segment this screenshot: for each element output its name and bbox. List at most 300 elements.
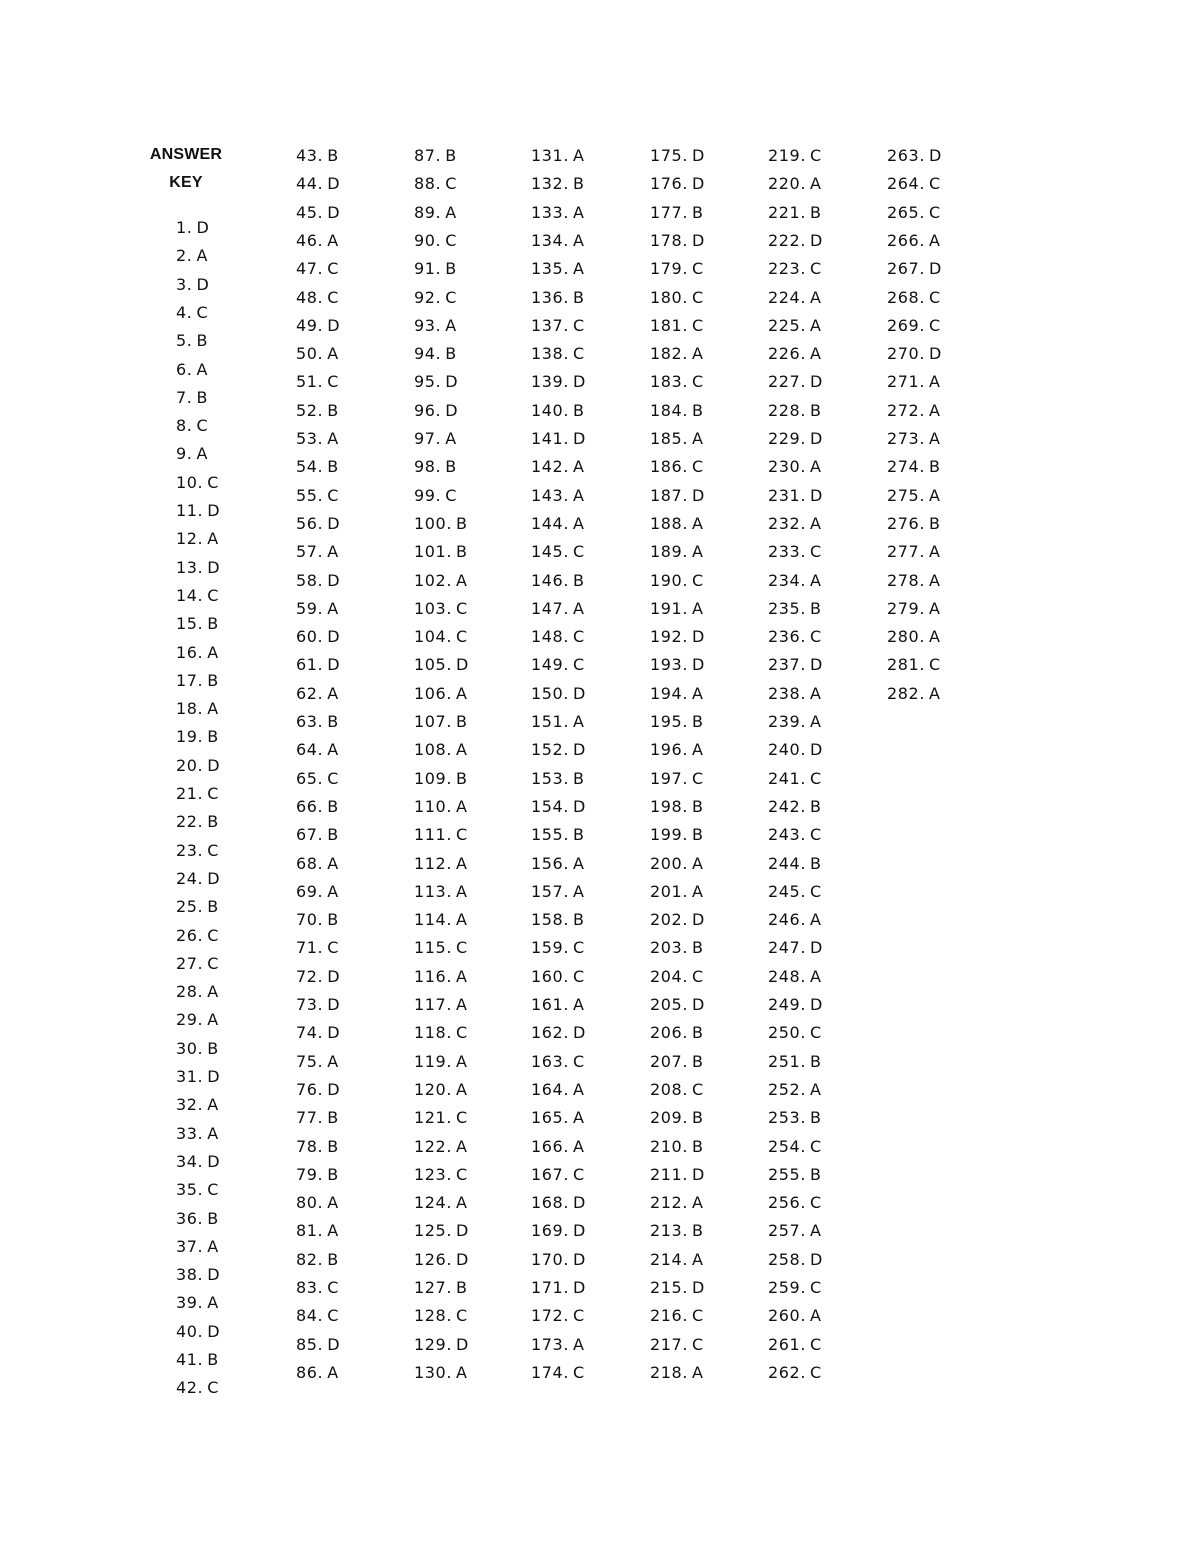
answer-entry [176, 614, 219, 634]
answer-letter: A [207, 642, 219, 662]
answer-entry [887, 684, 941, 704]
answer-entry [768, 797, 822, 817]
answer-letter: A [929, 627, 941, 647]
question-number: 90. [414, 230, 442, 250]
question-number: 258. [768, 1249, 807, 1269]
question-number: 172. [531, 1306, 570, 1326]
question-number: 55. [296, 485, 324, 505]
question-number: 76. [296, 1079, 324, 1099]
answer-letter: B [810, 1164, 822, 1184]
answer-letter: C [573, 655, 585, 675]
answer-letter: B [692, 938, 704, 958]
question-number: 254. [768, 1136, 807, 1156]
question-number: 268. [887, 287, 926, 307]
answer-entry [768, 1306, 822, 1326]
question-number: 20. [176, 755, 204, 775]
answer-entry [531, 769, 585, 789]
question-number: 47. [296, 259, 324, 279]
answer-letter: A [929, 570, 941, 590]
answer-entry [768, 1335, 822, 1355]
answer-entry [531, 571, 585, 591]
answer-letter: A [196, 359, 209, 379]
answer-letter: D [573, 1193, 586, 1213]
answer-letter: B [207, 1208, 219, 1228]
answer-entry [650, 825, 704, 845]
answer-letter: B [573, 825, 585, 845]
answer-letter: A [810, 287, 822, 307]
answer-entry [887, 231, 941, 251]
answer-letter: A [445, 315, 457, 335]
question-number: 169. [531, 1221, 570, 1241]
question-number: 123. [414, 1164, 453, 1184]
answer-letter: A [573, 457, 585, 477]
question-number: 150. [531, 683, 570, 703]
question-number: 102. [414, 570, 453, 590]
question-number: 92. [414, 287, 442, 307]
answer-entry [768, 514, 822, 534]
answer-letter: A [573, 712, 585, 731]
question-number: 9. [176, 444, 193, 464]
answer-entry [176, 1124, 219, 1144]
answer-letter: B [573, 910, 585, 930]
answer-letter: A [810, 315, 822, 335]
answer-letter: D [456, 1334, 469, 1354]
question-number: 271. [887, 372, 926, 392]
answer-letter: B [692, 796, 704, 816]
answer-letter: B [196, 331, 209, 351]
answer-entry [414, 1165, 468, 1185]
answer-letter: C [810, 881, 822, 901]
question-number: 114. [414, 910, 453, 930]
answer-entry [296, 995, 340, 1015]
answer-letter: D [207, 868, 221, 888]
answer-entry [650, 1023, 704, 1043]
answer-letter: A [929, 230, 941, 250]
question-number: 52. [296, 400, 324, 420]
question-number: 255. [768, 1164, 807, 1184]
answer-entry [296, 1193, 339, 1213]
answer-letter: C [810, 1334, 822, 1354]
question-number: 267. [887, 259, 926, 279]
answer-entry [414, 1221, 469, 1241]
answer-letter: B [810, 1108, 822, 1128]
answer-entry [768, 571, 822, 591]
answer-letter: B [692, 1136, 704, 1156]
answer-entry [296, 1080, 340, 1100]
answer-entry [887, 655, 941, 675]
answer-entry [650, 1165, 705, 1185]
answer-entry [176, 416, 208, 436]
answer-letter: B [207, 1038, 219, 1058]
question-number: 40. [176, 1321, 204, 1341]
answer-entry [650, 1306, 704, 1326]
question-number: 214. [650, 1249, 689, 1269]
answer-letter: A [810, 570, 822, 590]
question-number: 158. [531, 910, 570, 930]
answer-letter: D [810, 230, 823, 250]
answer-entry [296, 1221, 339, 1241]
answer-entry [176, 1265, 220, 1285]
answer-entry [531, 1250, 586, 1270]
answer-entry [650, 712, 704, 732]
answer-entry [296, 429, 339, 449]
question-number: 161. [531, 995, 570, 1014]
question-number: 242. [768, 796, 807, 816]
answer-entry [531, 684, 586, 704]
question-number: 156. [531, 853, 570, 873]
answer-letter: C [445, 485, 458, 505]
answer-letter: D [196, 274, 210, 294]
question-number: 179. [650, 259, 689, 279]
answer-entry [768, 1221, 822, 1241]
answer-entry [414, 1108, 468, 1128]
question-number: 82. [296, 1249, 324, 1269]
question-number: 191. [650, 598, 689, 618]
answer-letter: A [207, 1010, 219, 1030]
answer-letter: D [456, 1249, 469, 1269]
answer-letter: D [810, 740, 823, 760]
answer-entry [176, 1378, 219, 1398]
question-number: 109. [414, 768, 453, 788]
answer-entry [414, 1250, 469, 1270]
answer-letter: A [456, 881, 468, 901]
answer-letter: A [456, 966, 468, 986]
answer-letter: C [207, 840, 220, 860]
question-number: 145. [531, 542, 570, 562]
question-number: 202. [650, 910, 689, 930]
answer-entry [414, 174, 457, 194]
question-number: 15. [176, 614, 204, 634]
answer-entry [176, 1322, 220, 1342]
question-number: 1. [176, 218, 193, 237]
answer-letter: A [456, 683, 468, 703]
answer-entry [887, 288, 941, 308]
answer-entry [887, 486, 941, 506]
answer-entry [531, 1306, 585, 1326]
answer-letter: D [692, 1278, 705, 1297]
answer-letter: A [327, 1051, 339, 1071]
answer-entry [296, 797, 339, 817]
question-number: 30. [176, 1038, 204, 1058]
answer-entry [650, 910, 705, 930]
question-number: 275. [887, 485, 926, 505]
answer-entry [176, 982, 219, 1002]
answer-entry [296, 599, 339, 619]
question-number: 243. [768, 825, 807, 845]
question-number: 149. [531, 655, 570, 675]
answer-letter: A [327, 344, 339, 364]
answer-entry [768, 655, 823, 675]
answer-entry [176, 586, 219, 606]
answer-entry [414, 429, 457, 449]
question-number: 44. [296, 174, 324, 194]
question-number: 237. [768, 655, 807, 675]
answer-letter: D [207, 1265, 221, 1285]
answer-letter: B [445, 344, 457, 364]
question-number: 106. [414, 683, 453, 703]
answer-entry [650, 684, 704, 704]
question-number: 32. [176, 1095, 204, 1115]
answer-entry [531, 910, 585, 930]
question-number: 195. [650, 712, 689, 731]
answer-entry [296, 1108, 339, 1128]
answer-letter: A [207, 1236, 219, 1256]
question-number: 241. [768, 768, 807, 788]
question-number: 167. [531, 1164, 570, 1184]
answer-letter: D [573, 796, 586, 816]
question-number: 217. [650, 1334, 689, 1354]
question-number: 248. [768, 966, 807, 986]
question-number: 120. [414, 1079, 453, 1099]
question-number: 259. [768, 1278, 807, 1297]
question-number: 279. [887, 598, 926, 618]
answer-letter: A [207, 1123, 219, 1143]
answer-letter: D [445, 400, 459, 420]
question-number: 184. [650, 400, 689, 420]
question-number: 281. [887, 655, 926, 675]
answer-letter: C [573, 1362, 585, 1382]
answer-letter: B [929, 513, 941, 533]
question-number: 140. [531, 400, 570, 420]
answer-entry [768, 854, 822, 874]
answer-letter: B [692, 1023, 704, 1043]
answer-letter: D [327, 315, 341, 335]
answer-letter: C [327, 259, 340, 279]
answer-entry [650, 797, 704, 817]
answer-entry [176, 727, 219, 747]
answer-entry [296, 1023, 340, 1043]
question-number: 139. [531, 372, 570, 392]
question-number: 23. [176, 840, 204, 860]
answer-letter: A [692, 542, 704, 562]
question-number: 5. [176, 331, 193, 351]
answer-letter: A [327, 1362, 339, 1382]
answer-entry [176, 643, 219, 663]
answer-entry [414, 1137, 468, 1157]
answer-entry [296, 1165, 339, 1185]
answer-entry [414, 1306, 468, 1326]
answer-letter: A [573, 1334, 585, 1354]
answer-letter: D [207, 1321, 221, 1341]
answer-letter: D [573, 683, 586, 703]
answer-entry [768, 712, 822, 732]
answer-letter: C [929, 174, 941, 194]
question-number: 99. [414, 485, 442, 505]
question-number: 7. [176, 387, 193, 407]
answer-letter: C [810, 1193, 822, 1213]
answer-entry [176, 388, 208, 408]
answer-entry [296, 174, 340, 194]
answer-letter: D [573, 372, 586, 392]
answer-entry [768, 1363, 822, 1383]
answer-letter: C [207, 925, 220, 945]
answer-entry [176, 473, 219, 493]
answer-entry [531, 372, 586, 392]
answer-letter: C [692, 1334, 704, 1354]
answer-letter: C [810, 1278, 822, 1297]
question-number: 182. [650, 344, 689, 364]
answer-letter: C [929, 655, 941, 675]
question-number: 6. [176, 359, 193, 379]
answer-entry [887, 571, 941, 591]
answer-letter: B [207, 1350, 219, 1369]
answer-entry [296, 769, 339, 789]
answer-letter: B [810, 202, 822, 222]
question-number: 67. [296, 825, 324, 845]
answer-letter: B [327, 796, 339, 816]
question-number: 86. [296, 1362, 324, 1382]
answer-letter: A [445, 429, 457, 448]
question-number: 194. [650, 683, 689, 703]
question-number: 256. [768, 1193, 807, 1213]
answer-entry [414, 316, 457, 336]
answer-entry [531, 627, 585, 647]
question-number: 166. [531, 1136, 570, 1156]
answer-letter: A [692, 1193, 704, 1213]
answer-entry [414, 910, 468, 930]
answer-entry [531, 174, 585, 194]
answer-letter: C [573, 627, 585, 647]
answer-entry [414, 655, 469, 675]
answer-entry [414, 1052, 468, 1072]
question-number: 148. [531, 627, 570, 647]
answer-letter: A [327, 683, 339, 703]
question-number: 73. [296, 995, 324, 1014]
question-number: 19. [176, 727, 204, 747]
answer-entry [531, 967, 585, 987]
question-number: 42. [176, 1378, 204, 1398]
question-number: 171. [531, 1278, 570, 1297]
answer-letter: B [207, 897, 219, 917]
question-number: 204. [650, 966, 689, 986]
question-number: 119. [414, 1051, 453, 1071]
answer-entry [650, 769, 704, 789]
question-number: 84. [296, 1306, 324, 1326]
question-number: 129. [414, 1334, 453, 1354]
question-number: 198. [650, 796, 689, 816]
question-number: 175. [650, 146, 689, 165]
answer-letter: A [692, 429, 704, 448]
answer-entry [414, 146, 457, 166]
question-number: 91. [414, 259, 442, 279]
answer-letter: A [810, 712, 822, 731]
answer-entry [531, 1363, 585, 1383]
answer-entry [414, 1193, 468, 1213]
answer-entry [650, 1193, 704, 1213]
answer-letter: C [327, 768, 340, 788]
answer-letter: D [573, 1278, 586, 1297]
answer-letter: D [456, 1221, 469, 1241]
answer-entry [768, 1137, 822, 1157]
question-number: 36. [176, 1208, 204, 1228]
question-number: 251. [768, 1051, 807, 1071]
question-number: 28. [176, 982, 204, 1002]
answer-entry [531, 1278, 586, 1298]
question-number: 77. [296, 1108, 324, 1128]
question-number: 121. [414, 1108, 453, 1128]
question-number: 63. [296, 712, 324, 731]
question-number: 118. [414, 1023, 453, 1043]
answer-letter: A [456, 1362, 468, 1382]
answer-entry [296, 910, 339, 930]
answer-letter: A [573, 1136, 585, 1156]
answer-letter: B [327, 712, 339, 731]
question-number: 113. [414, 881, 453, 901]
answer-entry [414, 712, 468, 732]
answer-letter: D [692, 1164, 705, 1184]
answer-letter: A [207, 699, 219, 719]
question-number: 115. [414, 938, 453, 958]
answer-entry [176, 756, 220, 776]
question-number: 54. [296, 457, 324, 477]
question-number: 142. [531, 457, 570, 477]
answer-letter: D [810, 429, 823, 448]
question-number: 12. [176, 529, 204, 549]
answer-entry [296, 740, 339, 760]
question-number: 205. [650, 995, 689, 1014]
answer-entry [887, 146, 942, 166]
answer-entry [768, 259, 822, 279]
answer-entry [296, 825, 339, 845]
answer-letter: B [810, 400, 822, 420]
answer-entry [176, 1067, 220, 1087]
question-number: 163. [531, 1051, 570, 1071]
answer-entry [296, 938, 339, 958]
question-number: 105. [414, 655, 453, 675]
question-number: 13. [176, 557, 204, 577]
answer-entry [531, 288, 585, 308]
answer-entry [414, 571, 468, 591]
question-number: 223. [768, 259, 807, 279]
answer-letter: B [692, 1221, 704, 1241]
answer-entry [414, 882, 468, 902]
answer-letter: D [207, 557, 221, 577]
answer-letter: A [327, 853, 339, 873]
answer-letter: C [692, 315, 704, 335]
answer-letter: C [573, 542, 585, 562]
answer-entry [176, 1152, 220, 1172]
question-number: 245. [768, 881, 807, 901]
answer-letter: C [327, 485, 340, 505]
answer-entry [887, 316, 941, 336]
answer-letter: B [692, 202, 704, 222]
answer-letter: D [692, 655, 705, 675]
question-number: 57. [296, 542, 324, 562]
question-number: 27. [176, 953, 204, 973]
answer-letter: A [327, 1221, 339, 1241]
answer-letter: C [327, 372, 340, 392]
answer-letter: A [207, 1095, 219, 1115]
question-number: 83. [296, 1278, 324, 1297]
question-number: 162. [531, 1023, 570, 1043]
answer-letter: C [456, 825, 468, 845]
answer-entry [414, 967, 468, 987]
answer-letter: D [327, 513, 341, 533]
question-number: 137. [531, 315, 570, 335]
answer-entry [531, 486, 585, 506]
question-number: 62. [296, 683, 324, 703]
answer-letter: C [573, 344, 585, 364]
question-number: 75. [296, 1051, 324, 1071]
answer-letter: C [327, 1306, 340, 1326]
question-number: 79. [296, 1164, 324, 1184]
answer-entry [768, 967, 822, 987]
answer-entry [531, 1052, 585, 1072]
question-number: 151. [531, 712, 570, 731]
answer-letter: D [207, 755, 221, 775]
answer-entry [296, 882, 339, 902]
answer-key-title-line-2: KEY [169, 174, 203, 191]
